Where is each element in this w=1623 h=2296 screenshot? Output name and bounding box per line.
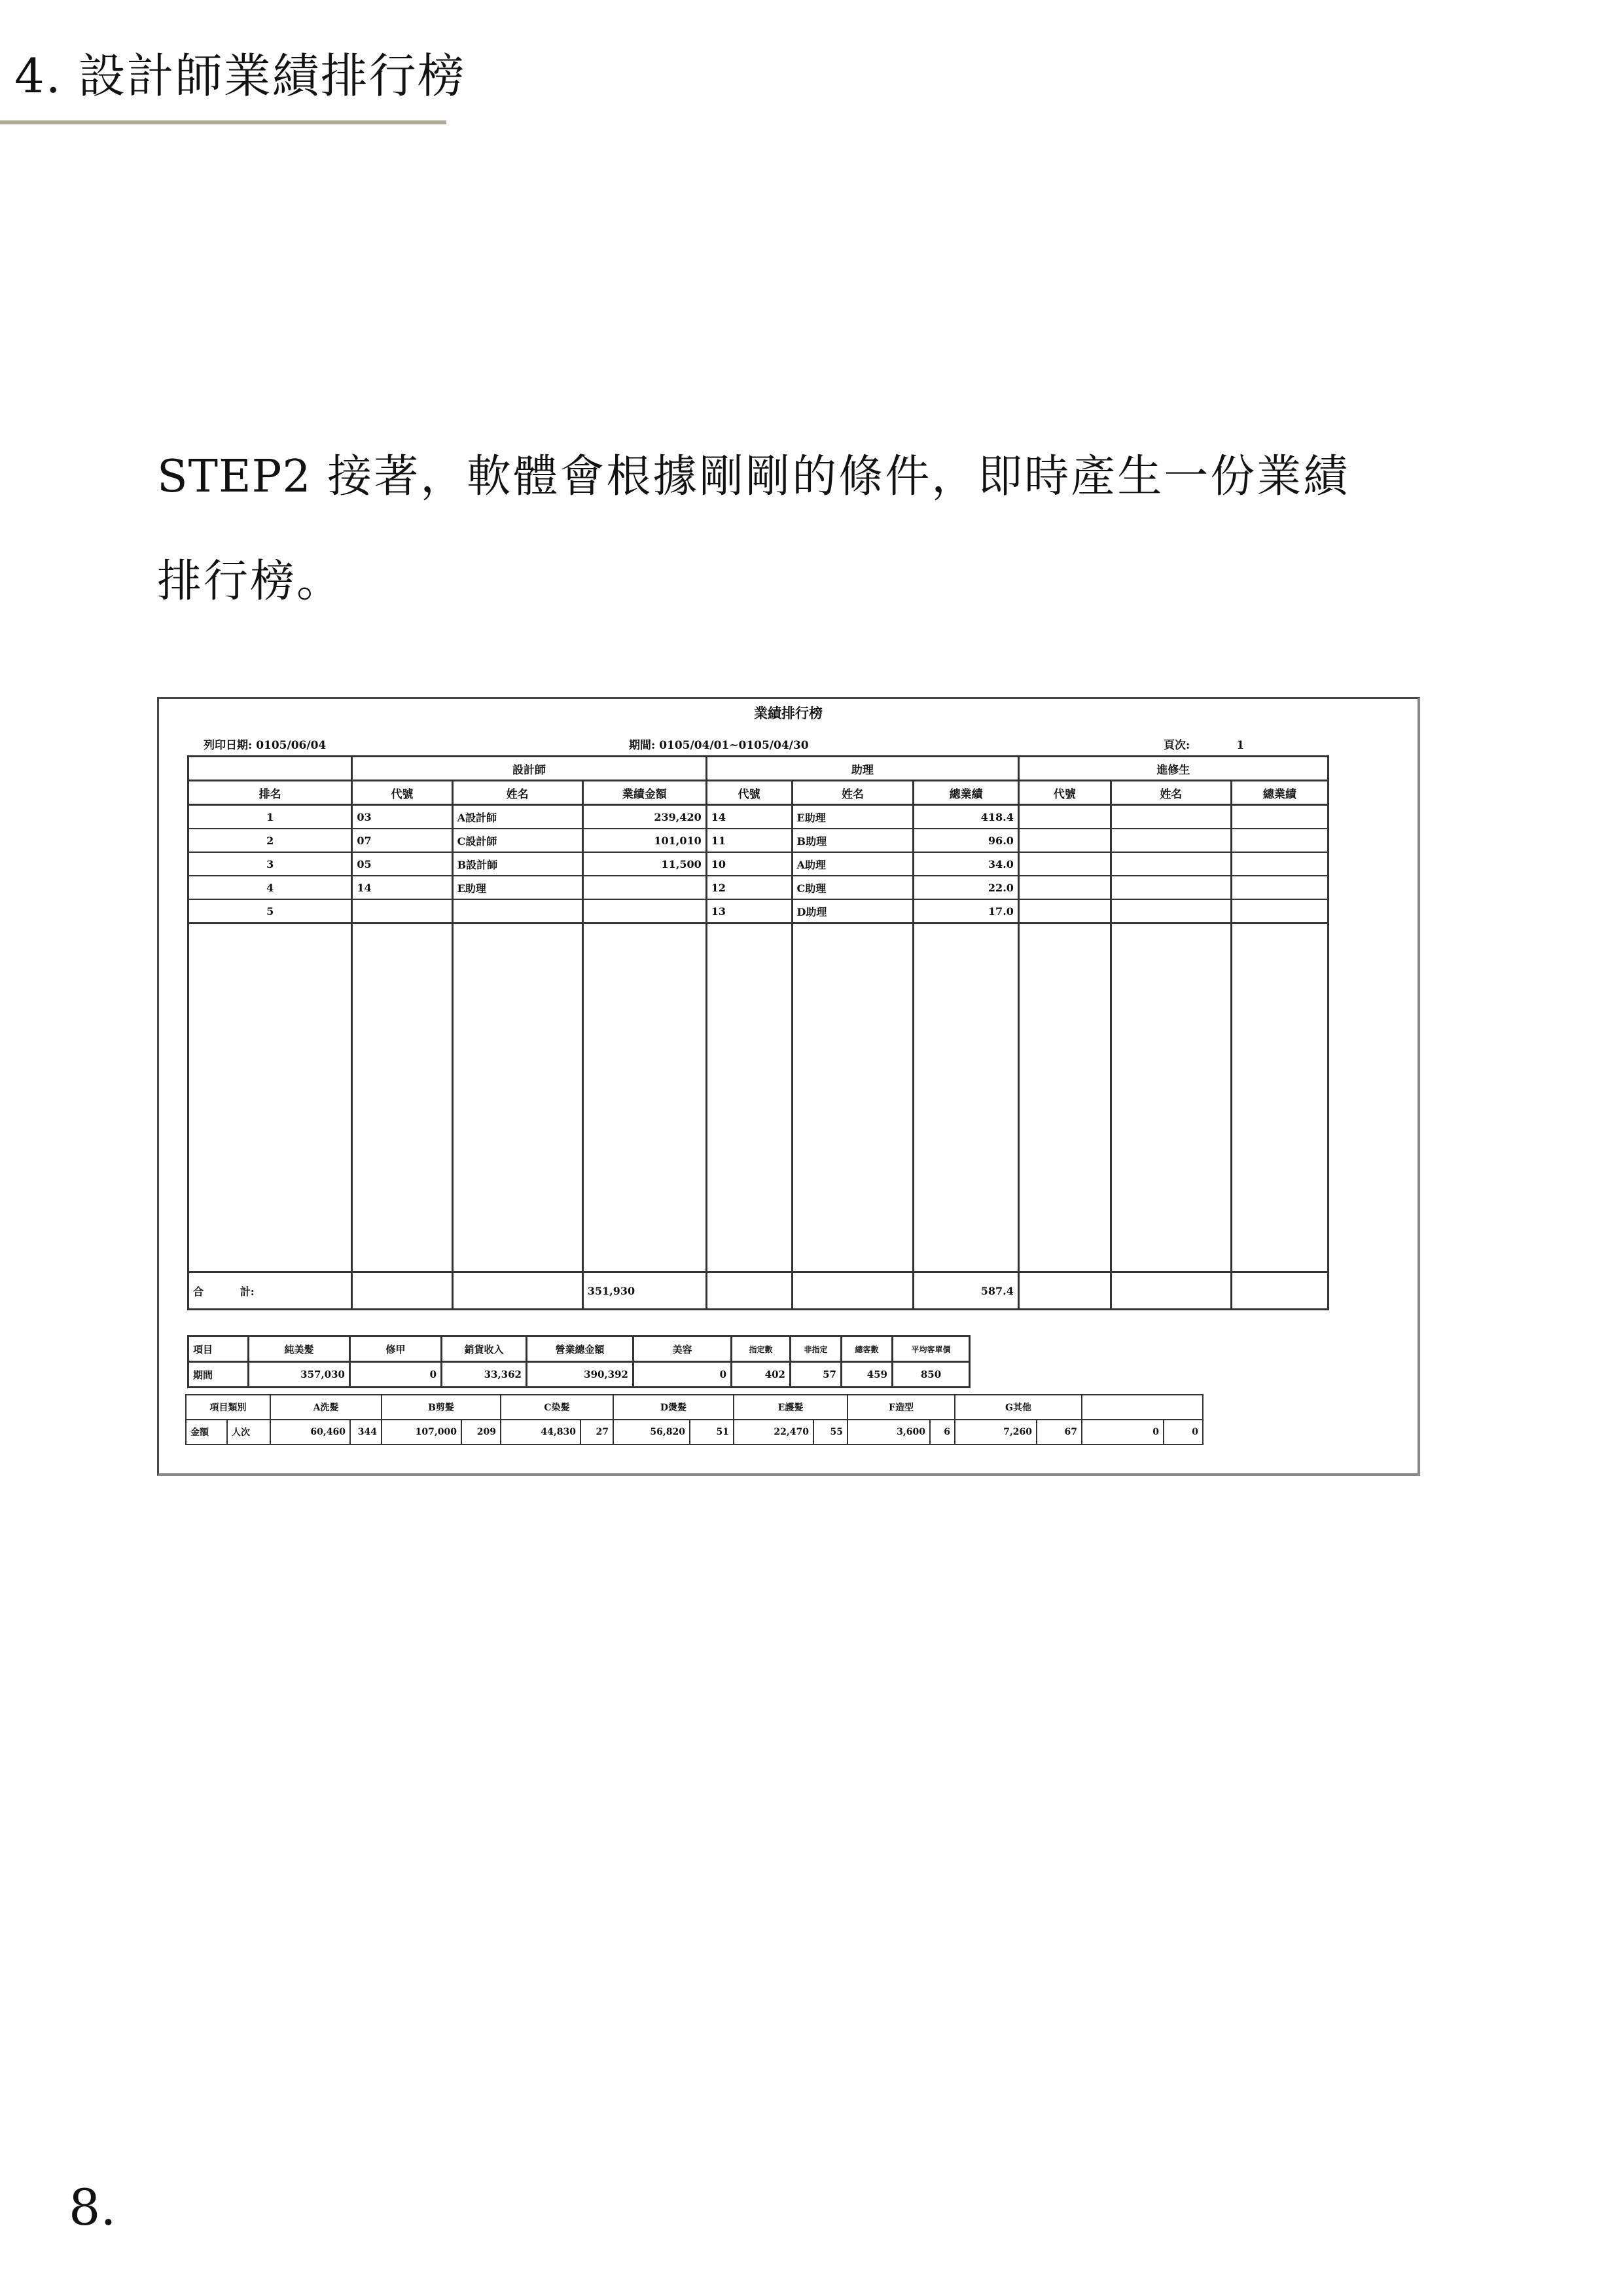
designer-amount-cell: 239,420 [582, 805, 706, 829]
service-amount: 22,470 [734, 1420, 813, 1444]
student-total-cell [1231, 876, 1328, 899]
col-assistant-code: 代號 [706, 781, 792, 805]
rank-cell: 3 [188, 852, 352, 876]
student-name-cell [1111, 876, 1231, 899]
service-category: G其他 [955, 1395, 1082, 1420]
group-header-row [188, 757, 1329, 781]
summary-value: 402 [732, 1362, 791, 1388]
total-label [188, 1272, 352, 1310]
service-category: C染髮 [501, 1395, 613, 1420]
student-code-cell [1018, 805, 1111, 829]
assistant-total-cell: 96.0 [914, 829, 1018, 852]
total-assistant-amount: 587.4 [914, 1272, 1018, 1310]
group-header-assistant: 助理 [706, 757, 1018, 781]
summary-header: 美容 [633, 1336, 732, 1362]
report-period: 期間: 0105/04/01~0105/04/30 [629, 739, 809, 752]
performance-ranking-report [157, 697, 1420, 1476]
assistant-total-cell: 17.0 [914, 899, 1018, 924]
summary-value: 390,392 [527, 1362, 633, 1388]
service-value-row [186, 1420, 1203, 1444]
service-count: 55 [813, 1420, 847, 1444]
designer-amount-cell: 11,500 [582, 852, 706, 876]
rank-cell: 2 [188, 829, 352, 852]
service-count: 6 [930, 1420, 955, 1444]
designer-code-cell [352, 899, 452, 924]
title-underline [0, 120, 446, 124]
summary-value: 57 [791, 1362, 842, 1388]
assistant-code-cell: 11 [706, 829, 792, 852]
designer-name-cell: E助理 [452, 876, 582, 899]
designer-name-cell [452, 899, 582, 924]
summary-value: 33,362 [442, 1362, 527, 1388]
service-amount: 56,820 [613, 1420, 690, 1444]
summary-row-label: 期間 [188, 1362, 249, 1388]
section-number: 4. [14, 48, 62, 103]
assistant-total-cell: 22.0 [914, 876, 1018, 899]
student-name-cell [1111, 899, 1231, 924]
service-category: F造型 [847, 1395, 955, 1420]
summary-value: 459 [842, 1362, 893, 1388]
table-row [188, 852, 1329, 876]
designer-code-cell: 03 [352, 805, 452, 829]
total-label-b: 計: [240, 1285, 255, 1298]
total-row [188, 1272, 1329, 1310]
student-name-cell [1111, 852, 1231, 876]
col-assistant-name: 姓名 [792, 781, 914, 805]
assistant-total-cell: 418.4 [914, 805, 1018, 829]
table-row [188, 805, 1329, 829]
section-title [14, 48, 466, 103]
summary-header: 修甲 [350, 1336, 442, 1362]
assistant-name-cell: C助理 [792, 876, 914, 899]
service-category: D燙髮 [613, 1395, 734, 1420]
rank-cell: 5 [188, 899, 352, 924]
student-total-cell [1231, 899, 1328, 924]
col-student-total: 總業績 [1231, 781, 1328, 805]
step-text-1: 接著，軟體會根據剛剛的條件，即時產生一份業績 [327, 451, 1350, 503]
step-label: STEP2 [157, 451, 312, 503]
col-student-name: 姓名 [1111, 781, 1231, 805]
total-label-a: 合 [193, 1285, 204, 1298]
report-title: 業績排行榜 [754, 705, 823, 721]
service-category [1082, 1395, 1203, 1420]
designer-amount-cell: 101,010 [582, 829, 706, 852]
service-count: 67 [1037, 1420, 1082, 1444]
total-designer-amount: 351,930 [582, 1272, 706, 1310]
student-code-cell [1018, 899, 1111, 924]
table-row [188, 899, 1329, 924]
service-category: E護髮 [734, 1395, 847, 1420]
service-category: B剪髮 [382, 1395, 501, 1420]
student-total-cell [1231, 829, 1328, 852]
col-designer-code: 代號 [352, 781, 452, 805]
service-header-row [186, 1395, 1203, 1420]
summary-header: 營業總金額 [527, 1336, 633, 1362]
summary-value: 357,030 [249, 1362, 350, 1388]
summary-header: 平均客單價 [893, 1336, 970, 1362]
summary-header: 總客數 [842, 1336, 893, 1362]
page-value: 1 [1236, 739, 1245, 752]
designer-code-cell: 05 [352, 852, 452, 876]
assistant-name-cell: E助理 [792, 805, 914, 829]
student-name-cell [1111, 805, 1231, 829]
service-category: A洗髮 [270, 1395, 382, 1420]
col-student-code: 代號 [1018, 781, 1111, 805]
service-amount: 44,830 [501, 1420, 580, 1444]
col-designer-name: 姓名 [452, 781, 582, 805]
step-paragraph-line-2 [157, 556, 344, 607]
designer-name-cell: A設計師 [452, 805, 582, 829]
designer-code-cell: 14 [352, 876, 452, 899]
rank-cell: 4 [188, 876, 352, 899]
service-count: 0 [1164, 1420, 1203, 1444]
service-row-label-amount: 金額 [186, 1420, 227, 1444]
page-label: 頁次: [1164, 739, 1190, 752]
table-row [188, 876, 1329, 899]
student-name-cell [1111, 829, 1231, 852]
summary-header: 純美髮 [249, 1336, 350, 1362]
summary-table [187, 1335, 971, 1388]
summary-value: 0 [350, 1362, 442, 1388]
designer-amount-cell [582, 876, 706, 899]
service-amount: 107,000 [382, 1420, 461, 1444]
rank-cell: 1 [188, 805, 352, 829]
col-rank: 排名 [188, 781, 352, 805]
group-header-designer: 設計師 [352, 757, 706, 781]
student-code-cell [1018, 852, 1111, 876]
ranking-table [187, 755, 1329, 1310]
summary-value: 0 [633, 1362, 732, 1388]
section-title-text: 設計師業績排行榜 [78, 48, 466, 103]
summary-header: 項目 [188, 1336, 249, 1362]
report-page [1164, 736, 1244, 752]
service-count: 209 [461, 1420, 501, 1444]
assistant-code-cell: 14 [706, 805, 792, 829]
page-number: 8. [69, 2178, 116, 2236]
service-count: 51 [690, 1420, 734, 1444]
assistant-code-cell: 12 [706, 876, 792, 899]
col-designer-amount: 業績金額 [582, 781, 706, 805]
step-paragraph-line-1 [157, 451, 1350, 503]
summary-header: 指定數 [732, 1336, 791, 1362]
service-row-label-count: 人次 [227, 1420, 270, 1444]
student-code-cell [1018, 876, 1111, 899]
assistant-name-cell: A助理 [792, 852, 914, 876]
group-header-blank [188, 757, 352, 781]
designer-code-cell: 07 [352, 829, 452, 852]
designer-name-cell: C設計師 [452, 829, 582, 852]
assistant-name-cell: B助理 [792, 829, 914, 852]
table-blank-area [188, 924, 1329, 1272]
student-total-cell [1231, 805, 1328, 829]
assistant-code-cell: 13 [706, 899, 792, 924]
assistant-code-cell: 10 [706, 852, 792, 876]
service-count: 27 [580, 1420, 613, 1444]
summary-header: 銷貨收入 [442, 1336, 527, 1362]
service-header-label: 項目類別 [186, 1395, 270, 1420]
designer-name-cell: B設計師 [452, 852, 582, 876]
summary-header: 非指定 [791, 1336, 842, 1362]
service-amount: 60,460 [270, 1420, 350, 1444]
step-text-2: 排行榜。 [157, 556, 344, 607]
service-amount: 3,600 [847, 1420, 930, 1444]
designer-amount-cell [582, 899, 706, 924]
col-assistant-total: 總業績 [914, 781, 1018, 805]
table-row [188, 829, 1329, 852]
assistant-name-cell: D助理 [792, 899, 914, 924]
service-amount: 0 [1082, 1420, 1164, 1444]
service-category-table [185, 1394, 1204, 1445]
student-total-cell [1231, 852, 1328, 876]
column-header-row [188, 781, 1329, 805]
summary-header-row [188, 1336, 970, 1362]
service-amount: 7,260 [955, 1420, 1037, 1444]
assistant-total-cell: 34.0 [914, 852, 1018, 876]
summary-value: 850 [893, 1362, 970, 1388]
student-code-cell [1018, 829, 1111, 852]
summary-value-row [188, 1362, 970, 1388]
print-date: 列印日期: 0105/06/04 [204, 739, 327, 752]
group-header-student: 進修生 [1018, 757, 1328, 781]
service-count: 344 [350, 1420, 382, 1444]
